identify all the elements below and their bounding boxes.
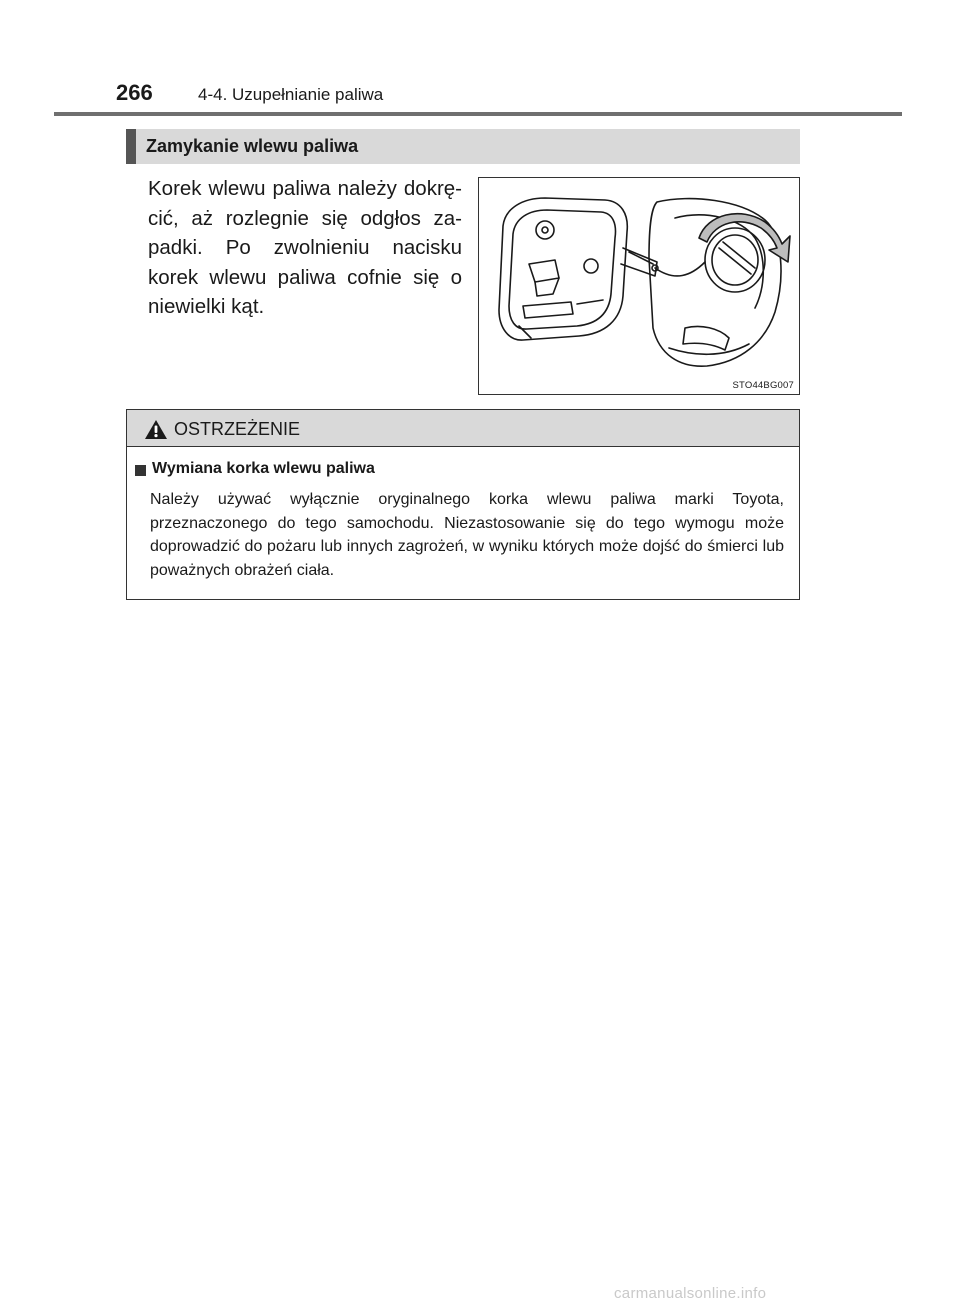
body-text: Korek wlewu paliwa należy dokrę-cić, aż rozlegnie się odgłos za-padki. Po zwolnieniu nacisku korek wlewu paliwa cofnie się o niewielki kąt. [148, 177, 462, 318]
warning-text: Należy używać wyłącznie oryginalnego korka wlewu paliwa marki Toyota, przeznaczonego do tego samochodu. Niezastosowanie się do tego wymogu może doprowadzić do pożaru lub innych zagrożeń, w wyniku których może dojść do śmierci lub poważnych obrażeń ciała. [150, 491, 784, 579]
warning-triangle-icon [144, 419, 168, 440]
warning-subheading: Wymiana korka wlewu paliwa [152, 460, 375, 477]
warning-box [126, 409, 800, 600]
figure [478, 177, 800, 395]
page-header [0, 0, 960, 118]
header-rule [54, 112, 902, 116]
chapter-title: 4-4. Uzupełnianie paliwa [198, 85, 384, 104]
page-number: 266 [116, 80, 153, 105]
watermark: carmanualsonline.info [614, 1285, 767, 1302]
section-heading [126, 129, 800, 164]
warning-header [127, 410, 799, 447]
figure-code: STO44BG007 [732, 380, 794, 391]
fuel-door-illustration [479, 178, 798, 393]
warning-title: OSTRZEŻENIE [174, 419, 301, 439]
section-heading-text: Zamykanie wlewu paliwa [146, 136, 359, 156]
bullet-square [135, 465, 146, 476]
